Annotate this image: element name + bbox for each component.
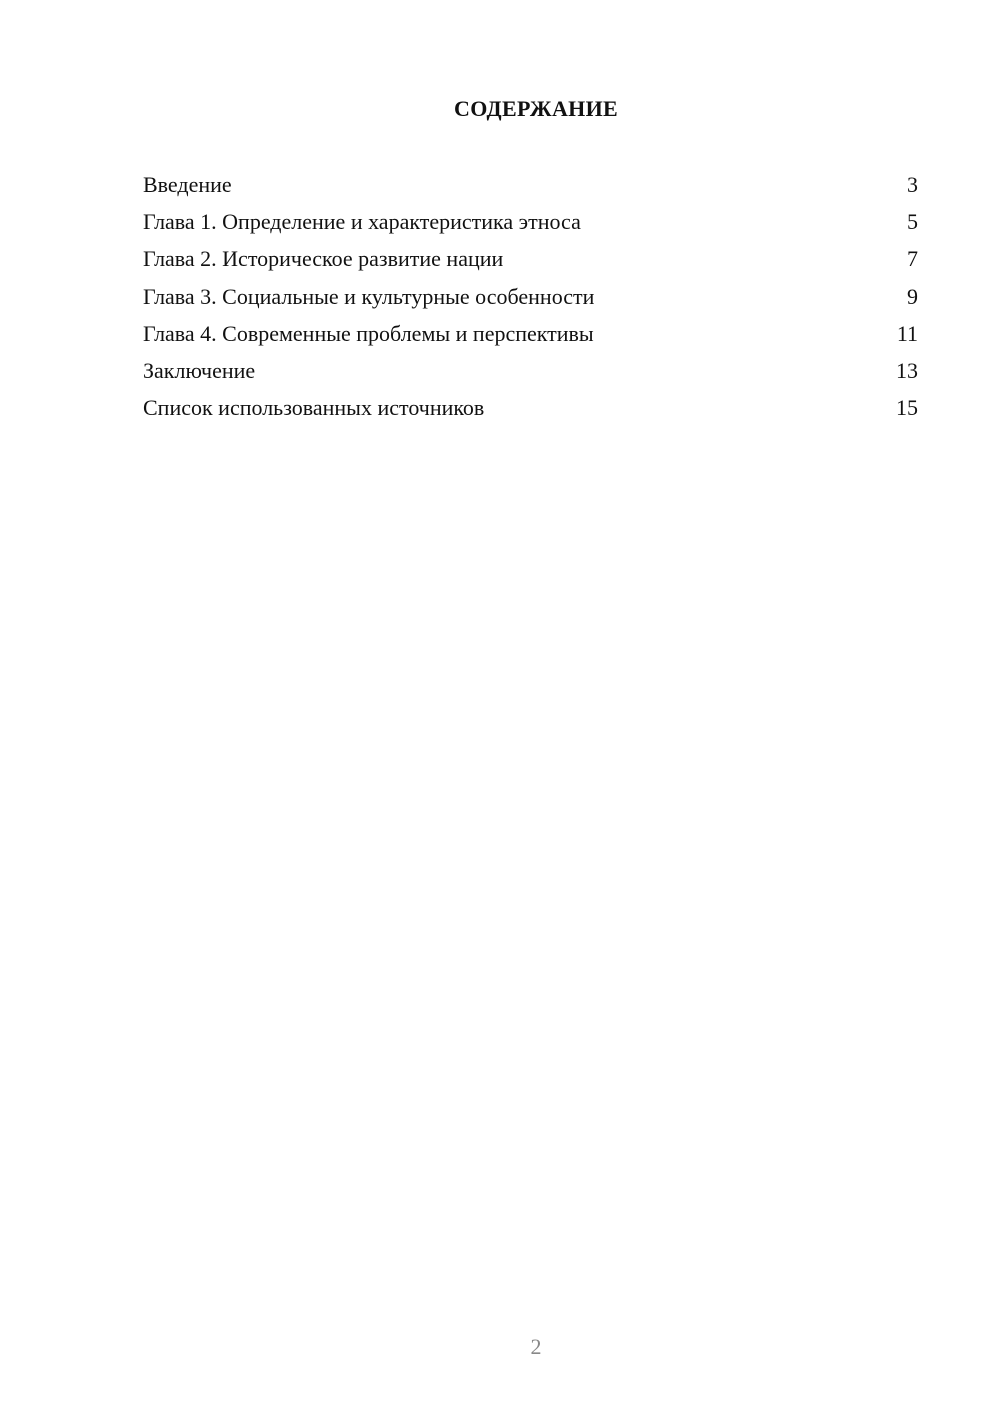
toc-entry-references[interactable] (143, 393, 918, 430)
toc-entry-page: 9 (907, 283, 918, 309)
toc-entry-chapter-2[interactable] (143, 244, 918, 281)
toc-entry-page: 15 (896, 395, 918, 421)
toc-entry-introduction[interactable] (143, 170, 918, 207)
toc-entry-title: Глава 3. Социальные и культурные особенности (143, 283, 595, 309)
toc-entry-page: 3 (907, 172, 918, 197)
toc-entry-title: Глава 1. Определение и характеристика этноса (143, 209, 581, 235)
toc-entry-conclusion[interactable] (143, 356, 918, 393)
toc-entry-title: Глава 4. Современные проблемы и перспективы (143, 320, 594, 346)
toc-entry-chapter-4[interactable] (143, 319, 918, 356)
page-number: 2 (530, 1334, 542, 1359)
toc-entry-page: 13 (896, 357, 918, 383)
toc-entry-page: 11 (896, 320, 918, 346)
toc-entry-title: Список использованных источников (143, 395, 485, 421)
toc-entry-chapter-3[interactable] (143, 282, 918, 319)
toc-entry-title: Введение (143, 172, 232, 197)
toc-entry-chapter-1[interactable] (143, 207, 918, 244)
toc-entry-page: 5 (907, 209, 918, 235)
toc-heading: СОДЕРЖАНИЕ (454, 96, 618, 121)
toc-list (143, 170, 918, 430)
toc-entry-title: Глава 2. Историческое развитие нации (143, 246, 504, 272)
toc-entry-title: Заключение (143, 357, 256, 383)
toc-entry-page: 7 (907, 246, 918, 272)
